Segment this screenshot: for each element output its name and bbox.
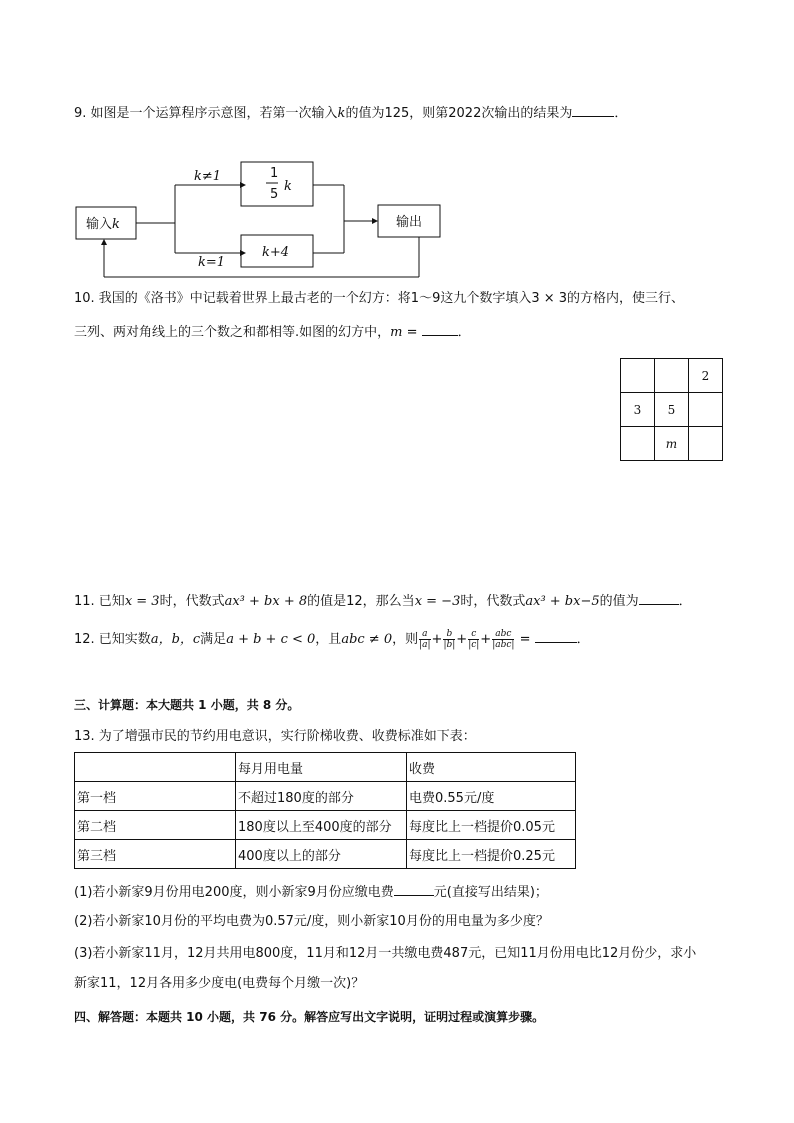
svg-text:输出: 输出 bbox=[396, 215, 423, 230]
fee-table bbox=[74, 752, 576, 869]
table-header-row bbox=[75, 753, 576, 782]
flow-diagram bbox=[70, 155, 450, 283]
cell-r3c2: m bbox=[655, 427, 689, 461]
answer-blank-q9[interactable] bbox=[572, 104, 614, 117]
cond-top-label: k≠1 bbox=[194, 169, 222, 184]
svg-text:k+4: k+4 bbox=[262, 245, 290, 260]
q13-intro: 13. 为了增强市民的节约用电意识，实行阶梯收费、收费标准如下表： bbox=[74, 729, 476, 744]
magic-square bbox=[620, 358, 723, 461]
table-cell: 每度比上一档提价0.25元 bbox=[407, 840, 576, 869]
cell-r1c2 bbox=[655, 359, 689, 393]
q12-text: 12. 已知实数a，b，c满足a + b + c < 0，且abc ≠ 0，则 $\frac{a}{|a|}$ + $\frac{b}{|b|}$ + $\frac{c}{|c|}$ + $\frac{\text{abc}}{\text{|abc|}}$ = ． bbox=[74, 629, 590, 650]
cell-r3c3 bbox=[689, 427, 723, 461]
table-header bbox=[75, 753, 236, 782]
table-cell: 400度以上的部分 bbox=[236, 840, 407, 869]
table-cell: 第三档 bbox=[75, 840, 236, 869]
answer-blank-q10[interactable] bbox=[422, 323, 458, 336]
q13-part3-line2: 新家11，12月各用多少度电(电费每个月缴一次)？ bbox=[74, 976, 365, 991]
table-cell: 第一档 bbox=[75, 782, 236, 811]
svg-text:k: k bbox=[284, 179, 292, 194]
fraction-b: $\frac{b}{|b|}$ bbox=[443, 629, 456, 650]
section-4-heading: 四、解答题：本题共 10 小题，共 76 分。解答应写出文字说明，证明过程或演算步骤。 bbox=[74, 1010, 545, 1024]
answer-blank-q12[interactable] bbox=[535, 630, 577, 643]
answer-blank-q11[interactable] bbox=[639, 592, 679, 605]
q13-part1: (1)若小新家9月份用电200度，则小新家9月份应缴电费 元(直接写出结果)； bbox=[74, 885, 548, 900]
table-row bbox=[75, 840, 576, 869]
answer-blank-q13-1[interactable] bbox=[394, 883, 434, 896]
table-cell: 180度以上至400度的部分 bbox=[236, 811, 407, 840]
section-3-heading: 三、计算题：本大题共 1 小题，共 8 分。 bbox=[74, 698, 300, 712]
cell-r2c3 bbox=[689, 393, 723, 427]
cell-r1c1 bbox=[621, 359, 655, 393]
table-header: 每月用电量 bbox=[236, 753, 407, 782]
cell-r3c1 bbox=[621, 427, 655, 461]
svg-text:5: 5 bbox=[270, 187, 279, 202]
table-cell: 电费0.55元/度 bbox=[407, 782, 576, 811]
table-row bbox=[75, 811, 576, 840]
cell-r2c2: 5 bbox=[655, 393, 689, 427]
cell-r1c3: 2 bbox=[689, 359, 723, 393]
table-cell: 不超过180度的部分 bbox=[236, 782, 407, 811]
fraction-abc: $\frac{\text{abc}}{\text{|abc|}}$ bbox=[492, 629, 515, 650]
cell-r2c1: 3 bbox=[621, 393, 655, 427]
input-label: 输入k bbox=[86, 217, 120, 232]
q13-part2: (2)若小新家10月份的平均电费为0.57元/度，则小新家10月份的用电量为多少度？ bbox=[74, 914, 549, 929]
table-cell: 第二档 bbox=[75, 811, 236, 840]
q11-text: 11. 已知x = 3时，代数式ax³ + bx + 8的值是12，那么当x = −3时，代数式ax³ + bx−5的值为 ． bbox=[74, 594, 692, 609]
q10-line1: 10. 我国的《洛书》中记载着世界上最古老的一个幻方：将1～9这九个数字填入3 × 3的方格内，使三行、 bbox=[74, 291, 685, 306]
svg-text:1: 1 bbox=[270, 166, 279, 181]
q13-part3-line1: (3)若小新家11月，12月共用电800度，11月和12月一共缴电费487元，已知11月份用电比12月份少，求小 bbox=[74, 946, 697, 961]
table-row bbox=[75, 782, 576, 811]
q10-line2: 三列、两对角线上的三个数之和都相等.如图的幻方中，m = ． bbox=[74, 325, 471, 340]
table-header: 收费 bbox=[407, 753, 576, 782]
cond-bottom-label: k=1 bbox=[198, 255, 226, 270]
q9-text: 9. 如图是一个运算程序示意图，若第一次输入k的值为125，则第2022次输出的结果为 ． bbox=[74, 106, 628, 121]
table-cell: 每度比上一档提价0.05元 bbox=[407, 811, 576, 840]
fraction-c: $\frac{c}{|c|}$ bbox=[468, 629, 480, 650]
fraction-a: $\frac{a}{|a|}$ bbox=[419, 629, 431, 650]
